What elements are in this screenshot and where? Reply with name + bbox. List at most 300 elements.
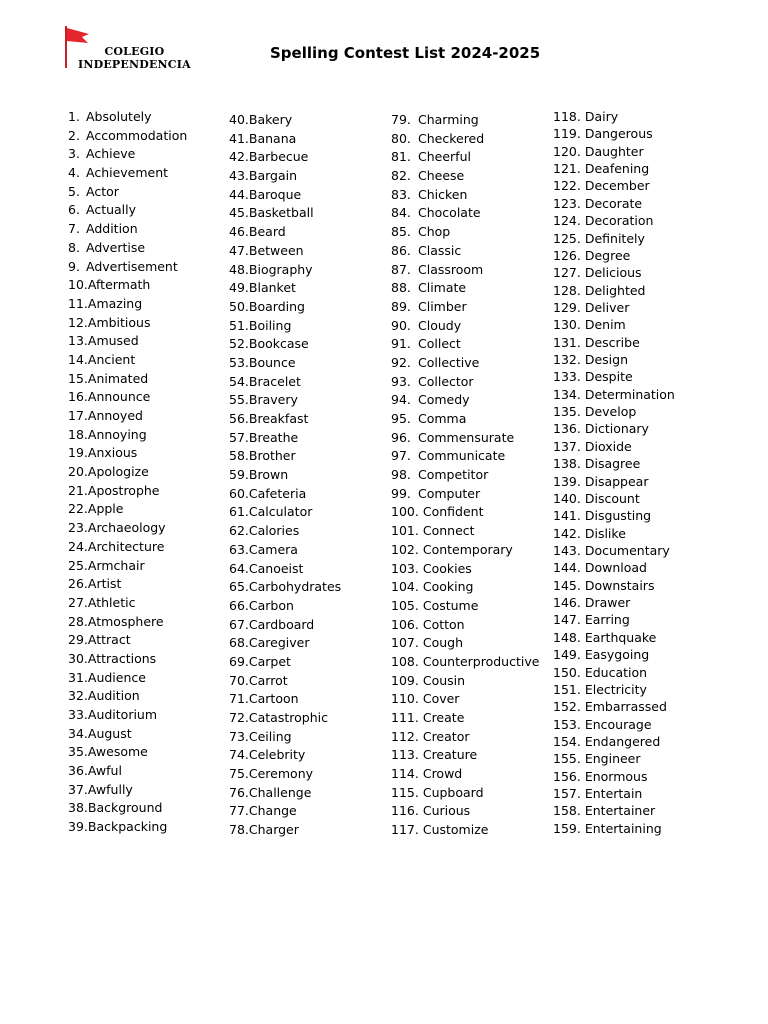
item-word: Banana (248, 130, 297, 146)
item-number: 23. (68, 520, 88, 536)
item-word: Confident (422, 504, 484, 520)
list-item (68, 799, 187, 818)
item-word: Bookcase (248, 336, 309, 352)
item-word: Apostrophe (87, 482, 160, 498)
list-item (553, 230, 675, 247)
list-item (391, 690, 539, 709)
item-number: 84. (391, 205, 411, 221)
list-item (229, 447, 341, 466)
item-number: 33. (68, 707, 88, 722)
item-number: 152. (553, 699, 581, 715)
item-number: 102. (391, 541, 419, 557)
item-number: 132. (553, 352, 581, 368)
item-word: Anxious (87, 445, 138, 461)
item-number: 45. (229, 205, 249, 221)
list-item (68, 781, 187, 800)
list-item (391, 335, 539, 354)
item-number: 79. (391, 112, 411, 127)
item-number: 73. (229, 728, 249, 744)
list-item (553, 473, 675, 490)
list-item (391, 560, 539, 579)
item-number: 158. (553, 803, 581, 819)
list-item (68, 594, 187, 613)
item-number: 110. (391, 691, 419, 707)
list-item (229, 597, 341, 616)
item-word: Cough (422, 635, 463, 651)
item-word: Bakery (248, 112, 293, 127)
item-number: 153. (553, 716, 581, 732)
item-number: 55. (229, 392, 249, 408)
list-item (229, 634, 341, 653)
item-word: Carrot (248, 672, 288, 688)
item-number: 119. (553, 126, 581, 142)
list-item (68, 239, 187, 258)
item-word: Cartoon (248, 691, 299, 707)
item-word: Armchair (87, 557, 145, 573)
list-item (553, 212, 675, 229)
item-number: 13. (68, 333, 88, 349)
item-number: 150. (553, 664, 581, 680)
item-word: Entertaining (584, 820, 662, 836)
item-word: Earring (584, 612, 630, 628)
item-word: Bracelet (248, 373, 301, 389)
list-item (553, 177, 675, 194)
item-word: Endangered (584, 733, 661, 749)
item-number: 67. (229, 616, 249, 632)
item-word: Cover (422, 691, 460, 707)
list-item (391, 167, 539, 186)
item-word: Animated (87, 370, 149, 386)
item-word: Chicken (418, 186, 468, 202)
list-item (229, 765, 341, 784)
item-number: 129. (553, 299, 581, 315)
list-item (391, 728, 539, 747)
list-item (229, 167, 341, 186)
logo-text (78, 45, 191, 71)
item-number: 157. (553, 786, 581, 802)
item-word: Cotton (422, 616, 465, 632)
item-word: Daughter (584, 143, 644, 159)
item-word: Between (248, 242, 304, 258)
item-number: 141. (553, 508, 581, 524)
list-item (553, 611, 675, 628)
list-item (553, 820, 675, 837)
item-word: Background (87, 800, 163, 816)
item-word: Curious (422, 803, 471, 819)
item-number: 43. (229, 168, 249, 184)
list-item (229, 821, 341, 840)
item-number: 49. (229, 280, 249, 296)
item-word: Dictionary (584, 421, 649, 437)
item-number: 111. (391, 710, 419, 725)
list-item (391, 354, 539, 373)
item-word: Absolutely (86, 109, 152, 124)
item-number: 36. (68, 763, 88, 779)
list-item (553, 160, 675, 177)
list-item (553, 716, 675, 733)
item-number: 109. (391, 672, 419, 688)
logo-line-1: COLEGIO (104, 45, 165, 58)
list-item (68, 108, 187, 127)
item-word: Bounce (248, 354, 296, 370)
item-word: Creature (422, 747, 478, 763)
item-word: Competitor (418, 467, 489, 483)
item-word: Encourage (584, 716, 652, 732)
list-item (229, 130, 341, 149)
item-number: 120. (553, 143, 581, 159)
item-word: Comedy (418, 392, 470, 408)
item-number: 35. (68, 744, 88, 760)
item-word: Enormous (584, 768, 648, 784)
item-number: 30. (68, 650, 88, 666)
list-item (229, 522, 341, 541)
item-word: Downstairs (584, 577, 655, 593)
item-number: 135. (553, 404, 581, 420)
item-number: 69. (229, 653, 249, 669)
list-item (68, 613, 187, 632)
list-item (391, 391, 539, 410)
item-word: Calories (248, 523, 300, 539)
list-item (68, 407, 187, 426)
item-word: Celebrity (248, 747, 306, 763)
item-word: Embarrassed (584, 699, 667, 715)
list-item (391, 709, 539, 728)
item-word: Addition (86, 221, 138, 237)
list-item (229, 317, 341, 336)
list-item (391, 204, 539, 223)
list-item (229, 485, 341, 504)
item-word: Carpet (248, 653, 291, 669)
item-word: Climate (418, 280, 467, 296)
item-number: 12. (68, 314, 88, 330)
item-number: 16. (68, 389, 88, 405)
item-number: 1. (68, 109, 80, 124)
item-number: 61. (229, 504, 249, 520)
item-word: Classic (418, 242, 462, 258)
item-number: 65. (229, 579, 249, 595)
item-word: Ceremony (248, 766, 314, 782)
item-word: Decoration (584, 213, 654, 229)
list-item (229, 578, 341, 597)
list-item (68, 201, 187, 220)
item-word: Blanket (248, 280, 296, 296)
list-item (229, 111, 341, 130)
item-word: Cheese (418, 168, 465, 184)
word-column-3 (391, 111, 539, 840)
item-word: Climber (418, 298, 467, 314)
list-item (391, 298, 539, 317)
item-number: 46. (229, 224, 249, 240)
item-word: Annoying (87, 426, 147, 442)
list-item (391, 429, 539, 448)
item-word: Brother (248, 448, 296, 464)
list-item (553, 629, 675, 646)
list-item (229, 298, 341, 317)
item-number: 32. (68, 688, 88, 704)
item-number: 149. (553, 647, 581, 663)
item-word: Commensurate (418, 429, 515, 445)
item-word: Connect (422, 523, 475, 539)
item-word: Change (248, 803, 297, 819)
item-word: Announce (87, 389, 151, 405)
list-item (553, 802, 675, 819)
item-number: 75. (229, 766, 249, 782)
list-item (68, 500, 187, 519)
item-number: 108. (391, 653, 419, 669)
item-word: Bargain (248, 168, 298, 184)
item-word: Awesome (87, 744, 148, 760)
list-item (229, 279, 341, 298)
item-number: 18. (68, 426, 88, 442)
item-word: Dioxide (584, 438, 632, 454)
list-item (68, 687, 187, 706)
item-word: Comma (418, 411, 467, 426)
item-number: 148. (553, 629, 581, 645)
item-word: Cardboard (248, 616, 315, 632)
item-word: Customize (422, 822, 489, 838)
item-word: Collect (418, 336, 461, 352)
list-item (553, 403, 675, 420)
item-number: 124. (553, 213, 581, 229)
list-item (391, 261, 539, 280)
list-item (553, 733, 675, 750)
item-number: 92. (391, 354, 411, 370)
item-number: 90. (391, 317, 411, 333)
item-number: 93. (391, 373, 411, 389)
list-item (553, 750, 675, 767)
list-item (229, 541, 341, 560)
item-number: 66. (229, 597, 249, 613)
item-number: 40. (229, 112, 249, 127)
list-item (229, 261, 341, 280)
item-number: 107. (391, 635, 419, 651)
item-number: 68. (229, 635, 249, 651)
item-number: 34. (68, 725, 88, 741)
item-number: 144. (553, 560, 581, 576)
word-column-2 (229, 111, 341, 840)
item-word: Caregiver (248, 635, 310, 651)
item-word: Earthquake (584, 629, 657, 645)
item-number: 6. (68, 202, 80, 218)
item-number: 106. (391, 616, 419, 632)
list-item (391, 503, 539, 522)
item-number: 113. (391, 747, 419, 763)
item-word: Aftermath (87, 277, 151, 293)
item-number: 140. (553, 490, 581, 506)
item-number: 125. (553, 230, 581, 246)
item-word: Dairy (584, 109, 619, 124)
item-word: Cookies (422, 560, 472, 576)
item-number: 22. (68, 501, 88, 517)
item-number: 105. (391, 597, 419, 613)
item-word: Cooking (422, 579, 474, 595)
item-number: 71. (229, 691, 249, 707)
item-number: 145. (553, 577, 581, 593)
item-word: Collective (418, 354, 480, 370)
item-number: 53. (229, 354, 249, 370)
item-number: 17. (68, 408, 88, 423)
item-number: 63. (229, 541, 249, 557)
list-item (68, 258, 187, 277)
item-word: Achievement (86, 165, 169, 181)
list-item (391, 279, 539, 298)
item-number: 3. (68, 146, 80, 162)
item-number: 51. (229, 317, 249, 333)
list-item (68, 444, 187, 463)
item-word: Cloudy (418, 317, 462, 333)
logo-line-2: INDEPENDENCIA (78, 58, 191, 71)
item-number: 44. (229, 186, 249, 202)
list-item (68, 669, 187, 688)
item-number: 26. (68, 576, 88, 592)
item-number: 25. (68, 557, 88, 573)
item-word: Delighted (584, 282, 646, 298)
item-word: Basketball (248, 205, 314, 221)
item-number: 58. (229, 448, 249, 464)
item-number: 8. (68, 239, 80, 255)
item-word: Attractions (87, 650, 157, 666)
list-item (229, 466, 341, 485)
item-number: 89. (391, 298, 411, 314)
item-word: Deafening (584, 161, 650, 177)
item-word: Achieve (86, 146, 136, 162)
item-word: Apple (87, 501, 124, 517)
item-number: 138. (553, 456, 581, 472)
item-word: Discount (584, 490, 640, 506)
item-number: 155. (553, 751, 581, 767)
item-word: Chocolate (418, 205, 481, 221)
list-item (553, 420, 675, 437)
list-item (391, 111, 539, 130)
list-item (229, 784, 341, 803)
item-word: Despite (584, 369, 633, 385)
item-word: Contemporary (422, 541, 513, 557)
item-word: Cheerful (418, 149, 471, 165)
page-title: Spelling Contest List 2024-2025 (270, 44, 541, 62)
item-number: 97. (391, 448, 411, 464)
item-number: 11. (68, 295, 88, 311)
list-item (391, 223, 539, 242)
item-word: Baroque (248, 186, 302, 202)
list-item (553, 334, 675, 351)
item-word: Artist (87, 576, 122, 592)
item-number: 27. (68, 594, 88, 610)
list-item (391, 447, 539, 466)
item-word: Audition (87, 688, 140, 704)
item-number: 59. (229, 467, 249, 483)
item-number: 41. (229, 130, 249, 146)
list-item (391, 802, 539, 821)
item-number: 116. (391, 803, 419, 819)
item-word: Audience (87, 669, 146, 685)
item-number: 151. (553, 681, 581, 697)
item-number: 133. (553, 369, 581, 385)
item-number: 114. (391, 766, 419, 782)
item-number: 98. (391, 467, 411, 483)
list-item (229, 373, 341, 392)
item-word: Collector (418, 373, 474, 389)
list-item (553, 247, 675, 264)
school-logo (63, 26, 193, 78)
list-item (229, 391, 341, 410)
list-item (553, 785, 675, 802)
list-item (229, 802, 341, 821)
list-item (553, 646, 675, 663)
item-word: Catastrophic (248, 710, 328, 725)
item-word: August (87, 725, 132, 741)
item-word: Breathe (248, 429, 299, 445)
item-number: 21. (68, 482, 88, 498)
item-number: 99. (391, 485, 411, 501)
item-word: Amused (87, 333, 139, 349)
item-word: Deliver (584, 299, 630, 315)
item-word: Apologize (87, 464, 149, 480)
item-number: 136. (553, 421, 581, 437)
item-word: Engineer (584, 751, 641, 767)
item-number: 123. (553, 195, 581, 211)
item-word: Boarding (248, 298, 305, 314)
list-item (68, 164, 187, 183)
item-word: Degree (584, 247, 631, 263)
item-word: Amazing (87, 295, 143, 311)
item-number: 7. (68, 221, 80, 237)
item-word: Computer (418, 485, 481, 501)
list-item (229, 335, 341, 354)
item-word: Beard (248, 224, 286, 240)
item-word: Disappear (584, 473, 649, 489)
item-word: Describe (584, 334, 640, 350)
list-item (391, 130, 539, 149)
item-word: Cupboard (422, 784, 484, 800)
item-number: 42. (229, 149, 249, 165)
list-item (229, 242, 341, 261)
list-item (391, 522, 539, 541)
item-word: Cousin (422, 672, 466, 688)
list-item (391, 616, 539, 635)
item-number: 131. (553, 334, 581, 350)
item-number: 29. (68, 632, 88, 648)
item-number: 103. (391, 560, 419, 576)
word-column-4 (553, 108, 675, 837)
list-item (553, 316, 675, 333)
item-word: Communicate (418, 448, 506, 464)
item-word: Documentary (584, 542, 670, 558)
item-number: 128. (553, 282, 581, 298)
item-word: Entertain (584, 786, 643, 802)
list-item (391, 148, 539, 167)
list-item (391, 317, 539, 336)
list-item (553, 698, 675, 715)
item-word: Dislike (584, 525, 626, 541)
item-word: Counterproductive (422, 653, 540, 669)
list-item (391, 186, 539, 205)
item-number: 9. (68, 258, 80, 274)
item-number: 127. (553, 265, 581, 281)
item-word: Costume (422, 597, 479, 613)
item-word: Challenge (248, 784, 312, 800)
list-item (553, 594, 675, 611)
item-number: 121. (553, 161, 581, 177)
item-word: Dangerous (584, 126, 653, 142)
list-item (391, 765, 539, 784)
list-item (553, 368, 675, 385)
item-word: Chop (418, 224, 451, 240)
item-word: Ambitious (87, 314, 151, 330)
item-number: 95. (391, 411, 411, 426)
list-item (391, 784, 539, 803)
list-item (68, 351, 187, 370)
list-item (68, 818, 187, 837)
